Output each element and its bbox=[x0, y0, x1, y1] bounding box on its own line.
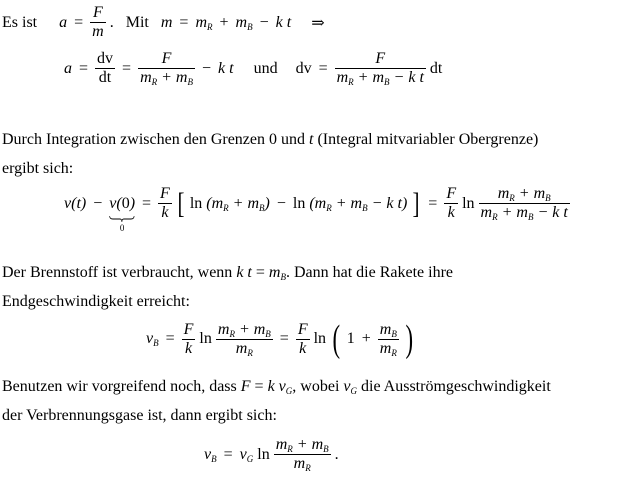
paragraph-benutzen: Benutzen wir vorgreifend noch, dass F = k $v_G$, wobei $v_G$ die Ausströmgeschwindigkeit der Verbrennungsgase ist, dann ergibt sich: bbox=[2, 378, 551, 424]
mit-text: Mit bbox=[125, 13, 149, 31]
fraction-dv-dt: $\frac{dv}{dt}$ bbox=[97, 50, 114, 86]
implies-symbol: ⇒ bbox=[311, 14, 325, 32]
underbrace-v0: v(0) 0 bbox=[109, 194, 136, 233]
equation-line-5: $v_B$ = $v_G$ ln $\frac{m_R + m_B}{m_R}$ . bbox=[204, 436, 339, 473]
es-ist-text: Es ist bbox=[2, 13, 38, 31]
equation-line-4: $v_B$ = $\frac{F}{k}$ ln $\frac{m_R + m_B}{m_R}$ = $\frac{F}{k}$ ln ( 1 + $\frac{m_B}{m_R}$ ) bbox=[146, 318, 413, 360]
fraction-f-over-mass: $\frac{F}{m_R + m_B}$ bbox=[140, 50, 193, 87]
und-text: und bbox=[253, 59, 278, 77]
paragraph-brennstoff: Der Brennstoff ist verbraucht, wenn k $t = m_B$. Dann hat die Rakete ihre Endgeschwindigkeit erreicht: bbox=[2, 264, 454, 310]
fraction-f-over-m: $\frac{F}{m}$ bbox=[92, 4, 104, 40]
fraction-f-over-mass-kt: $\frac{F}{m_R + m_B - k t}$ bbox=[336, 50, 424, 87]
equation-line-1: Es ist a = $\frac{F}{m}$ . Mit m = $m_R$ + $m_B$ − k t ⇒ bbox=[2, 4, 325, 40]
paragraph-integration: Durch Integration zwischen den Grenzen 0 und t (Integral mitvariabler Obergrenze) ergibt sich: bbox=[2, 131, 539, 177]
equation-line-3: v(t) − v(0) 0 = $\frac{F}{k}$ [ ln $(m_R + m_B)$ − ln ($m_R + m_B - k$ t) ] = $\frac{F}{k}$ ln $\frac{m_R + m_B}{m_R + m_B - k t}$ bbox=[64, 185, 568, 233]
symbol-a: a bbox=[59, 13, 68, 31]
equation-line-2: a = $\frac{dv}{dt}$ = $\frac{F}{m_R + m_B}$ − k t und dv = $\frac{F}{m_R + m_B - k t}$ dt bbox=[64, 50, 443, 87]
